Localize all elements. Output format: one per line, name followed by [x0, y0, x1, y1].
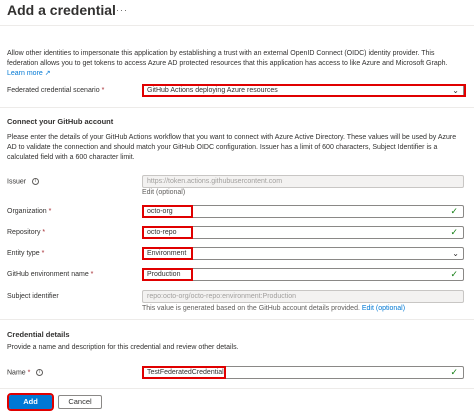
subject-identifier-hint — [142, 305, 405, 312]
credential-section-description: Provide a name and description for this credential and review other details. — [7, 344, 239, 351]
check-icon: ✓ — [450, 269, 458, 279]
subject-identifier-label: Subject identifier — [7, 293, 59, 300]
name-label — [7, 369, 43, 376]
repository-value: octo-repo — [147, 229, 177, 236]
chevron-down-icon: ⌄ — [452, 249, 459, 258]
scenario-label — [7, 87, 104, 94]
name-label-text: Name — [7, 369, 26, 377]
organization-input[interactable] — [142, 205, 464, 218]
intro-description: Allow other identities to impersonate this application by establishing a trust with an external OpenID Connect (OIDC) identity provider. This federation allows you to get tokens to access Azure AD protected resources that this application has access to like Azure and Microsoft Graph. — [7, 50, 448, 67]
name-value: TestFederatedCredential — [147, 369, 224, 376]
required-marker: * — [90, 271, 94, 278]
intro-text — [7, 49, 462, 79]
issuer-label — [7, 178, 39, 185]
section-divider — [0, 319, 474, 320]
entity-type-label-text: Entity type — [7, 250, 40, 257]
entity-type-label — [7, 250, 44, 257]
chevron-down-icon: ⌄ — [452, 86, 459, 95]
required-marker: * — [27, 369, 31, 377]
repository-input[interactable] — [142, 226, 464, 239]
organization-label — [7, 208, 51, 215]
scenario-value: GitHub Actions deploying Azure resources — [147, 87, 278, 94]
issuer-edit-link[interactable]: Edit (optional) — [142, 189, 186, 196]
subject-hint-text: This value is generated based on the GitHub account details provided. — [142, 305, 360, 312]
required-marker: * — [101, 87, 105, 94]
issuer-value: https://token.actions.githubusercontent.com — [147, 178, 283, 185]
credential-section-heading: Credential details — [7, 330, 70, 339]
name-input[interactable] — [142, 366, 464, 379]
external-link-icon[interactable]: ↗ — [44, 70, 51, 77]
cancel-button[interactable]: Cancel — [58, 395, 102, 409]
repository-label — [7, 229, 45, 236]
entity-type-value: Environment — [147, 250, 187, 257]
issuer-field — [142, 175, 464, 188]
check-icon: ✓ — [450, 206, 458, 216]
issuer-label-text: Issuer — [7, 178, 27, 186]
environment-name-value: Production — [147, 271, 181, 278]
entity-type-dropdown[interactable] — [142, 247, 464, 260]
info-icon[interactable]: i — [36, 369, 43, 376]
required-marker: * — [41, 250, 45, 257]
required-marker: * — [42, 229, 46, 236]
repository-label-text: Repository — [7, 229, 41, 236]
subject-edit-link[interactable]: Edit (optional) — [361, 305, 406, 312]
scenario-dropdown[interactable] — [142, 84, 464, 97]
scenario-label-text: Federated credential scenario — [7, 87, 100, 94]
environment-name-label — [7, 271, 93, 278]
add-button[interactable]: Add — [9, 395, 52, 409]
required-marker: * — [48, 208, 52, 215]
subject-identifier-value: repo:octo-org/octo-repo:environment:Production — [147, 293, 297, 300]
organization-value: octo-org — [147, 208, 173, 215]
section-divider — [0, 107, 474, 108]
more-options-icon[interactable]: ··· — [116, 5, 128, 15]
github-section-description: Please enter the details of your GitHub Actions workflow that you want to connect with Azure Active Directory. These values will be used by Azure AD to validate the connection and should match your GitHub OIDC configuration. Issuer has a limit of 600 characters, Subject Identifier is a calculated field with a 600 character limit. — [7, 134, 457, 161]
page-title: Add a credential — [7, 2, 116, 18]
environment-name-input[interactable] — [142, 268, 464, 281]
learn-more-link[interactable]: Learn more — [7, 70, 43, 77]
check-icon: ✓ — [450, 227, 458, 237]
info-icon[interactable]: i — [32, 178, 39, 185]
header-divider — [0, 25, 474, 26]
check-icon: ✓ — [450, 367, 458, 377]
github-section-heading: Connect your GitHub account — [7, 117, 114, 126]
environment-name-label-text: GitHub environment name — [7, 271, 89, 278]
subject-identifier-field — [142, 290, 464, 303]
organization-label-text: Organization — [7, 208, 47, 215]
footer-bar — [0, 388, 474, 412]
